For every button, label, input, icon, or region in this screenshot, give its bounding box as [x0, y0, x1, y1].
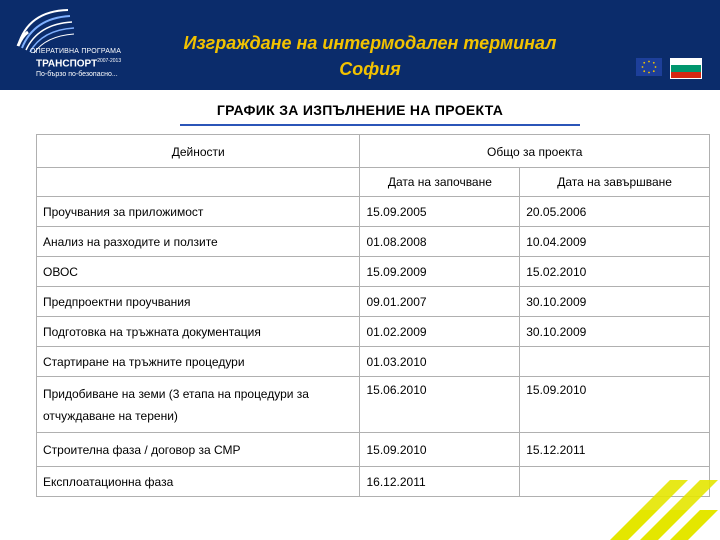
- end-date-cell: 30.10.2009: [520, 287, 710, 317]
- start-date-cell: 15.06.2010: [360, 377, 520, 433]
- end-date-cell: 15.12.2011: [520, 433, 710, 467]
- activity-cell: Проучвания за приложимост: [37, 197, 360, 227]
- table-row: [37, 287, 710, 317]
- page-title: Изграждане на интермодален терминал София: [183, 33, 557, 79]
- schedule-table: [36, 134, 710, 497]
- end-date-cell: 30.10.2009: [520, 317, 710, 347]
- start-date-cell: 09.01.2007: [360, 287, 520, 317]
- logo-text-programme: ОПЕРАТИВНА ПРОГРАМА: [30, 48, 122, 55]
- eu-flag-icon: [636, 58, 662, 76]
- table-row: [37, 377, 710, 433]
- table-row: [37, 227, 710, 257]
- start-date-cell: 01.03.2010: [360, 347, 520, 377]
- activity-cell: Придобиване на земи (3 етапа на процедури за отчуждаване на терени): [37, 377, 360, 433]
- start-date-cell: 15.09.2010: [360, 433, 520, 467]
- end-date-cell: 10.04.2009: [520, 227, 710, 257]
- table-row: [37, 347, 710, 377]
- start-date-cell: 01.02.2009: [360, 317, 520, 347]
- start-date-cell: 15.09.2005: [360, 197, 520, 227]
- end-date-cell: 15.02.2010: [520, 257, 710, 287]
- table-row: [37, 197, 710, 227]
- col-end-header: Дата на завършване: [520, 168, 710, 197]
- table-row: [37, 257, 710, 287]
- start-date-cell: 16.12.2011: [360, 467, 520, 497]
- end-date-cell: [520, 347, 710, 377]
- heading-underline: [180, 124, 580, 126]
- activity-cell: Подготовка на тръжната документация: [37, 317, 360, 347]
- table-row: [37, 433, 710, 467]
- chevron-decoration-icon: [600, 470, 720, 540]
- section-heading: ГРАФИК ЗА ИЗПЪЛНЕНИЕ НА ПРОЕКТА: [216, 102, 504, 118]
- header-bar: [0, 0, 720, 90]
- col-activities-header-blank: [37, 168, 360, 197]
- activity-cell: Експлоатационна фаза: [37, 467, 360, 497]
- activity-cell: Стартиране на тръжните процедури: [37, 347, 360, 377]
- start-date-cell: 15.09.2009: [360, 257, 520, 287]
- col-start-header: Дата на започване: [360, 168, 520, 197]
- end-date-cell: 15.09.2010: [520, 377, 710, 433]
- col-group-header: Общо за проекта: [360, 135, 710, 168]
- activity-cell: ОВОС: [37, 257, 360, 287]
- activity-cell: Предпроектни проучвания: [37, 287, 360, 317]
- activity-cell: Анализ на разходите и ползите: [37, 227, 360, 257]
- col-activities-header: Дейности: [37, 135, 360, 168]
- table-row: [37, 317, 710, 347]
- activity-cell: Строителна фаза / договор за СМР: [37, 433, 360, 467]
- logo-text-slogan: По-бързо по-безопасно...: [36, 71, 118, 78]
- bulgaria-flag-icon: [670, 58, 702, 79]
- start-date-cell: 01.08.2008: [360, 227, 520, 257]
- logo-text-transport: $ТРАНСПОРТ^{2007-2013}$: [36, 58, 122, 70]
- end-date-cell: 20.05.2006: [520, 197, 710, 227]
